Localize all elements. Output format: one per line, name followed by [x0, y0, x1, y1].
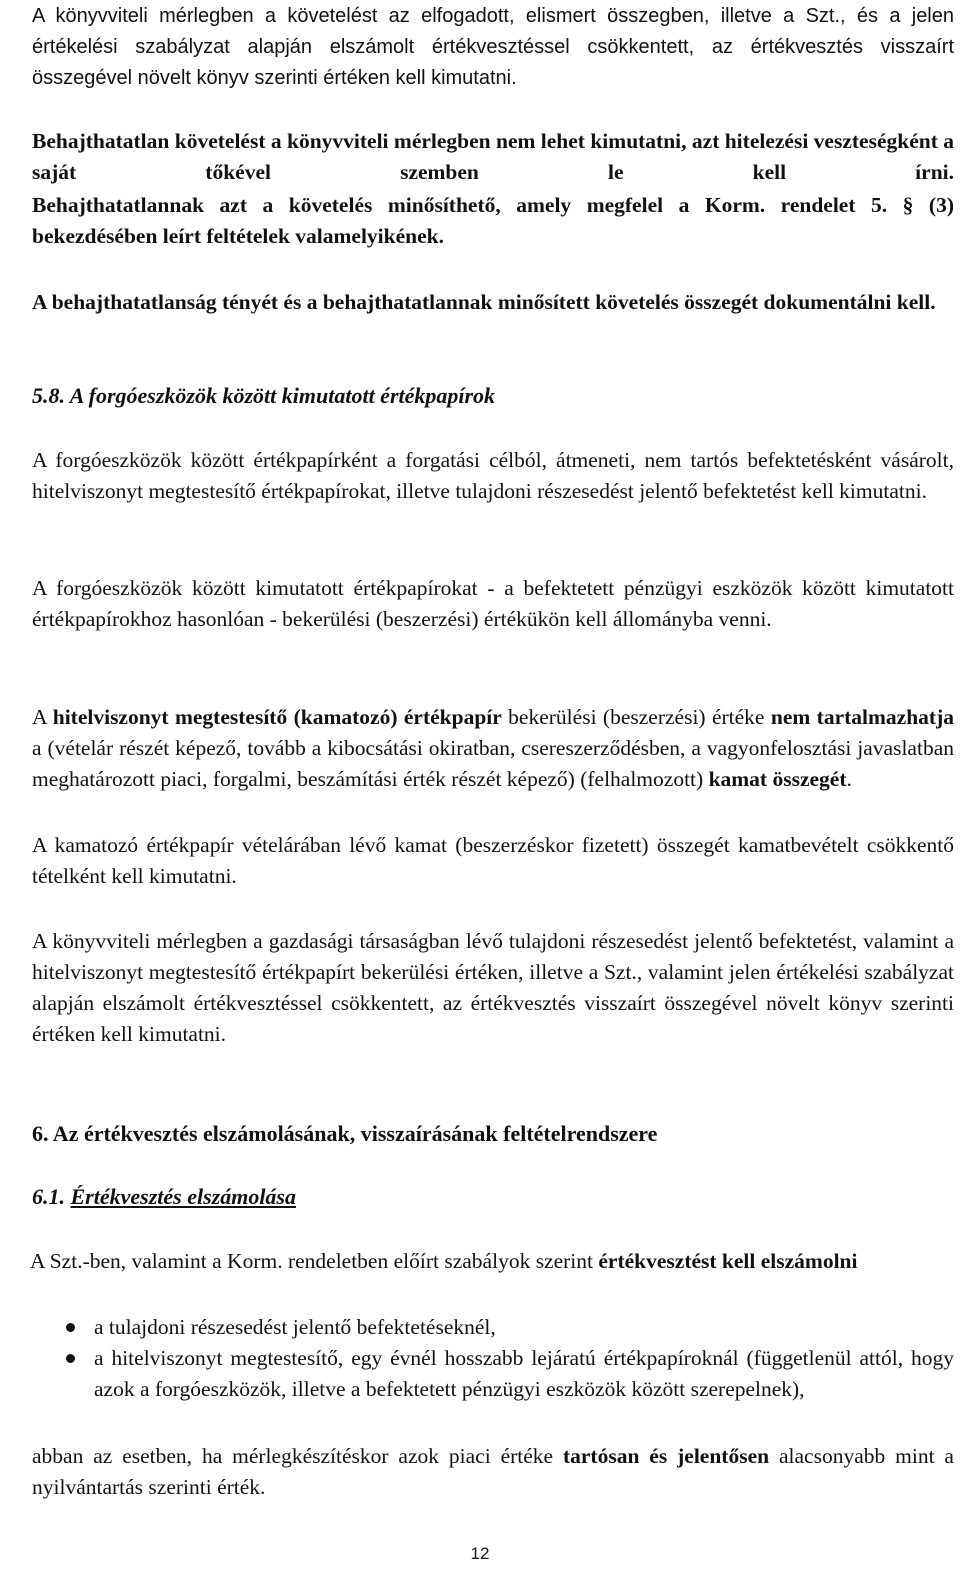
section-number: 5.8.: [32, 383, 65, 408]
paragraph-securities-acquisition: A forgóeszközök között kimutatott értékpapírokat - a befektetett pénzügyi eszközök között kimutatott értékpapírokhoz hasonlóan - bekerülési (beszerzési) értékükön kell állományba venni.: [32, 576, 954, 631]
emphasis-run: kamat összegét: [708, 767, 847, 791]
paragraph-securities-current-assets: A forgóeszközök között értékpapírként a forgatási célból, átmeneti, nem tartós befektetésként vásárolt, hitelviszonyt megtestesítő értékpapírokat, illetve tulajdoni részesedést jelentő befektetést kell kimutatni.: [32, 448, 954, 503]
text-run: A Szt.-ben, valamint a Korm. rendeletben előírt szabályok szerint: [30, 1249, 599, 1273]
list-item-text: a tulajdoni részesedést jelentő befektetéseknél,: [94, 1315, 496, 1339]
paragraph-receivables-valuation: A könyvviteli mérlegben a követelést az elfogadott, elismert összegben, illetve a Szt., és a jelen értékelési szabályzat alapján elszámolt értékvesztéssel csökkentett, az értékvesztés visszaírt összegével növelt könyv szerinti értéken kell kimutatni.: [32, 5, 954, 89]
section-heading-6-1: [32, 1181, 954, 1212]
text-run: a (vételár részét képező, tovább a kibocsátási okiratban, csereszerződésben, a vagyonfelosztási javaslatban meghatározott piaci, forgalmi, beszámítási érték részét képező) (felhalmozott): [32, 736, 954, 791]
page-number: 12: [470, 1544, 490, 1563]
text-run: A: [32, 705, 53, 729]
paragraph-impairment-condition: [32, 1441, 954, 1503]
paragraph-uncollectible-definition: Behajthatatlannak azt a követelés minősíthető, amely megfelel a Korm. rendelet 5. § (3) bekezdésében leírt feltételek valamelyikének.: [32, 193, 954, 248]
paragraph-uncollectible-writeoff: Behajthatatlan követelést a könyvviteli mérlegben nem lehet kimutatni, azt hitelezési veszteségként a saját tőkével szemben le kell írni.: [32, 129, 954, 184]
paragraph-accrued-interest: A kamatozó értékpapír vételárában lévő kamat (beszerzéskor fizetett) összegét kamatbevételt csökkentő tételként kell kimutatni.: [32, 833, 954, 888]
paragraph-interest-bearing-security: [32, 702, 954, 795]
text-run: .: [846, 767, 852, 791]
text-run: abban az esetben, ha mérlegkészítéskor azok piaci értéke: [32, 1444, 563, 1468]
text-run: alacsonyabb mint a nyilvántartás szerinti érték.: [32, 1444, 954, 1499]
emphasis-run: hitelviszonyt megtestesítő (kamatozó) értékpapír: [52, 705, 502, 729]
paragraph-documentation: A behajthatatlanság tényét és a behajthatatlannak minősített követelés összegét dokumentálni kell.: [32, 290, 936, 314]
emphasis-run: nem tartalmazhatja: [770, 705, 954, 729]
list-item: [32, 1312, 954, 1343]
section-heading-6: 6. Az értékvesztés elszámolásának, visszaírásának feltételrendszere: [32, 1121, 658, 1146]
paragraph-impairment-intro: [30, 1246, 952, 1277]
list-item: [32, 1343, 954, 1405]
bullet-icon: [66, 1323, 75, 1332]
impairment-cases-list: [32, 1312, 954, 1405]
section-title: Értékvesztés elszámolása: [70, 1184, 296, 1209]
emphasis-run: értékvesztést kell elszámolni: [598, 1249, 858, 1273]
emphasis-run: tartósan és jelentősen: [562, 1444, 770, 1468]
list-item-text: a hitelviszonyt megtestesítő, egy évnél hosszabb lejáratú értékpapíroknál (függetlenül attól, hogy azok a forgóeszközök, illetve a befektetett pénzügyi eszközök között szerepelnek),: [94, 1346, 954, 1401]
paragraph-book-value: A könyvviteli mérlegben a gazdasági társaságban lévő tulajdoni részesedést jelentő befektetést, valamint a hitelviszonyt megtestesítő értékpapírt bekerülési értéken, illetve a Szt., valamint jelen értékelési szabályzat alapján elszámolt értékvesztéssel csökkentett, az értékvesztés visszaírt összegével növelt könyv szerinti értéken kell kimutatni.: [32, 929, 954, 1046]
bullet-icon: [66, 1354, 75, 1363]
section-number: 6.1.: [32, 1184, 65, 1209]
text-run: bekerülési (beszerzési) értéke: [501, 705, 771, 729]
section-title: A forgóeszközök között kimutatott értékpapírok: [69, 383, 496, 408]
section-heading-5-8: [32, 380, 954, 411]
